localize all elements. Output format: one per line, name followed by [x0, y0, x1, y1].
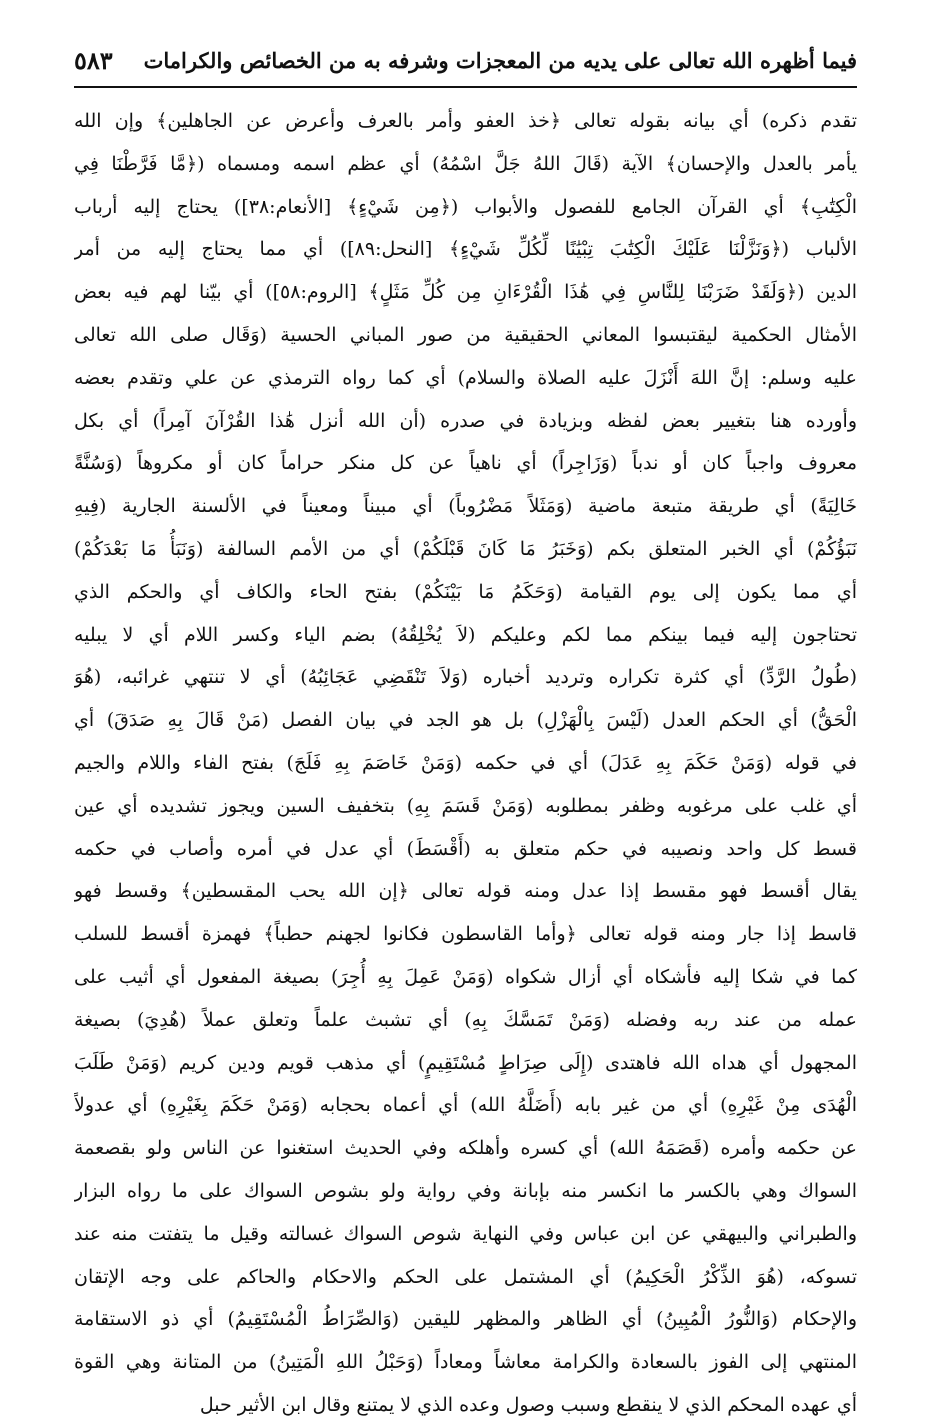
- text-line: الألباب (﴿وَنَزَّلْنَا عَلَيْكَ الْكِتَٰبَ تِبْيَٰنًا لِّكُلِّ شَيْءٍ﴾ [النحل:٨٩]) أي مما يحتاج إليه من أمر: [74, 238, 857, 261]
- text-line: تسوكه، (هُوَ الذِّكْرُ الْحَكِيمُ) أي المشتمل على الحكم والاحكام والحاكم على وجه الإتقان: [74, 1265, 857, 1288]
- text-line: السواك وهي بالكسر ما انكسر منه بإبانة وفي رواية ولو بشوص السواك على ما رواه البزار: [74, 1179, 857, 1202]
- text-line: والإحكام (وَالنُّورُ الْمُبِينُ) أي الظاهر والمظهر لليقين (وَالصِّرَاطُ الْمُسْتَقِيمُ) أي ذو الاستقامة: [74, 1308, 857, 1331]
- text-line: تقدم ذكره) أي بيانه بقوله تعالى ﴿خذ العفو وأمر بالعرف وأعرض عن الجاهلين﴾ وإن الله: [74, 110, 857, 132]
- text-line: والطبراني والبيهقي عن ابن عباس وفي النهاية شوص السواك غسالته وقيل ما يتفتت منه عند: [74, 1222, 857, 1245]
- text-line: أي عهده المحكم الذي لا ينقطع وسبب وصول وعده الذي لا يمتنع وقال ابن الأثير حبل: [199, 1393, 857, 1416]
- text-line: وأورده هنا بتغيير بعض لفظه وبزيادة في صدره (أن الله أنزل هَٰذا القُرْآنَ آمِراً) أي بكل: [74, 409, 857, 432]
- text-line: الدين (﴿وَلَقَدْ ضَرَبْنَا لِلنَّاسِ فِي هَٰذَا الْقُرْءَانِ مِن كُلِّ مَثَلٍ﴾ [الروم:٥٨]) أي بيّنا لهم فيه بعض: [74, 281, 857, 304]
- text-line: الْكِتَٰبِ﴾ أي القرآن الجامع للفصول والأبواب (﴿مِن شَيْءٍ﴾ [الأنعام:٣٨]) يحتاج إليه أرباب: [74, 195, 857, 218]
- text-line: قاسط إذا جار ومنه قوله تعالى ﴿وأما القاسطون فكانوا لجهنم حطباً﴾ فهمزة أقسط للسلب: [74, 923, 857, 946]
- page-number: ٥٨٣: [74, 45, 113, 75]
- header-divider: [74, 86, 857, 88]
- text-line: تحتاجون إليه فيما بينكم مما لكم وعليكم (لاَ يُخْلِقُهُ) بضم الياء وكسر اللام أي لا يبليه: [74, 623, 857, 646]
- text-line: يقال أقسط فهو مقسط إذا عدل ومنه قوله تعالى ﴿إن الله يحب المقسطين﴾ وقسط فهو: [74, 880, 857, 903]
- running-title: فيما أظهره الله تعالى على يديه من المعجزات وشرفه به من الخصائص والكرامات: [143, 47, 857, 73]
- text-line: المنتهي إلى الفوز بالسعادة والكرامة معاشاً ومعاداً (وَحَبْلُ اللهِ الْمَتِينُ) من المتانة وهي القوة: [74, 1351, 857, 1374]
- text-line: عليه وسلم: إنَّ اللهَ أَنْزَلَ عليه الصلاة والسلام) أي كما رواه الترمذي عن علي وتقدم بعضه: [74, 366, 857, 389]
- body-text: [74, 100, 857, 1427]
- text-line: كما في شكا إليه فأشكاه أي أزال شكواه (وَمَنْ عَمِلَ بِهِ أُجِرَ) بصيغة المفعول أي أثيب على: [74, 965, 857, 988]
- text-line: عمله من عند ربه وفضله (وَمَنْ تَمَسَّكَ بِهِ) أي تشبث علماً وتعلق عملاً (هُدِيَ) بصيغة: [74, 1008, 857, 1031]
- text-line: المجهول أي هداه الله فاهتدى (إِلَى صِرَاطٍ مُسْتَقِيمٍ) أي مذهب قويم ودين كريم (وَمَنْ طَلَبَ: [74, 1051, 857, 1074]
- text-line: قسط كل واحد ونصيبه في حكم متعلق به (أَقْسَطَ) أي عدل في أمره وأصاب في حكمه: [74, 837, 857, 860]
- page-header: [74, 40, 857, 80]
- text-line: يأمر بالعدل والإحسان﴾ الآية (قَالَ اللهُ جَلَّ اسْمُهُ) أي عظم اسمه ومسماه (﴿مَّا فَرَّطْنَا فِي: [74, 152, 857, 175]
- text-line: أي مما يكون إلى يوم القيامة (وَحَكَمُ مَا بَيْنَكُمْ) بفتح الحاء والكاف أي والحكم الذي: [74, 580, 857, 603]
- text-line: في قوله (وَمَنْ حَكَمَ بِهِ عَدَلَ) أي في حكمه (وَمَنْ خَاصَمَ بِهِ فَلَجَ) بفتح الفاء واللام والجيم: [74, 751, 857, 774]
- text-line: نَبَؤُكُمْ) أي الخبر المتعلق بكم (وَخَبَرُ مَا كَانَ قَبْلَكُمْ) أي من الأمم السالفة (وَنَبَأُ مَا بَعْدَكُمْ): [74, 537, 857, 560]
- text-line: (طُولُ الرَّدِّ) أي كثرة تكراره وترديد أخباره (وَلاَ تَنْقَضِي عَجَائِبُهُ) أي لا تنتهي غرائبه، (هُوَ: [74, 666, 857, 689]
- text-line: عن حكمه وأمره (قَصَمَهُ الله) أي كسره وأهلكه وفي الحديث استغنوا عن الناس ولو بقصعمة: [74, 1137, 857, 1160]
- text-line: الأمثال الحكمية ليقتبسوا المعاني الحقيقية من صور المباني الحسية (وَقَال صلى الله تعالى: [74, 323, 857, 346]
- text-line: خَالِيَةً) أي طريقة متبعة ماضية (وَمَثَلاً مَضْرُوباً) أي مبيناً ومعيناً في الألسنة الجارية (فِيهِ: [74, 495, 857, 518]
- text-line: أي غلب على مرغوبه وظفر بمطلوبه (وَمَنْ قَسَمَ بِهِ) بتخفيف السين ويجوز تشديده أي عين: [74, 794, 857, 817]
- text-line: الْهُدَى مِنْ غَيْرِهِ) أي من غير بابه (أَضَلَّهُ الله) أي أعماه بحجابه (وَمَنْ حَكَمَ بِغَيْرِهِ) أي عدولاً: [74, 1094, 857, 1117]
- text-line: معروف واجباً كان أو ندباً (وَزَاجِراً) أي ناهياً عن كل منكر حراماً كان أو مكروهاً (وَسُنَّةً: [74, 452, 857, 475]
- text-line: الْحَقُّ) أي الحكم العدل (لَيْسَ بِالْهَزْلِ) بل هو الجد في بيان الفصل (مَنْ قَالَ بِهِ صَدَقَ) أي: [74, 709, 857, 732]
